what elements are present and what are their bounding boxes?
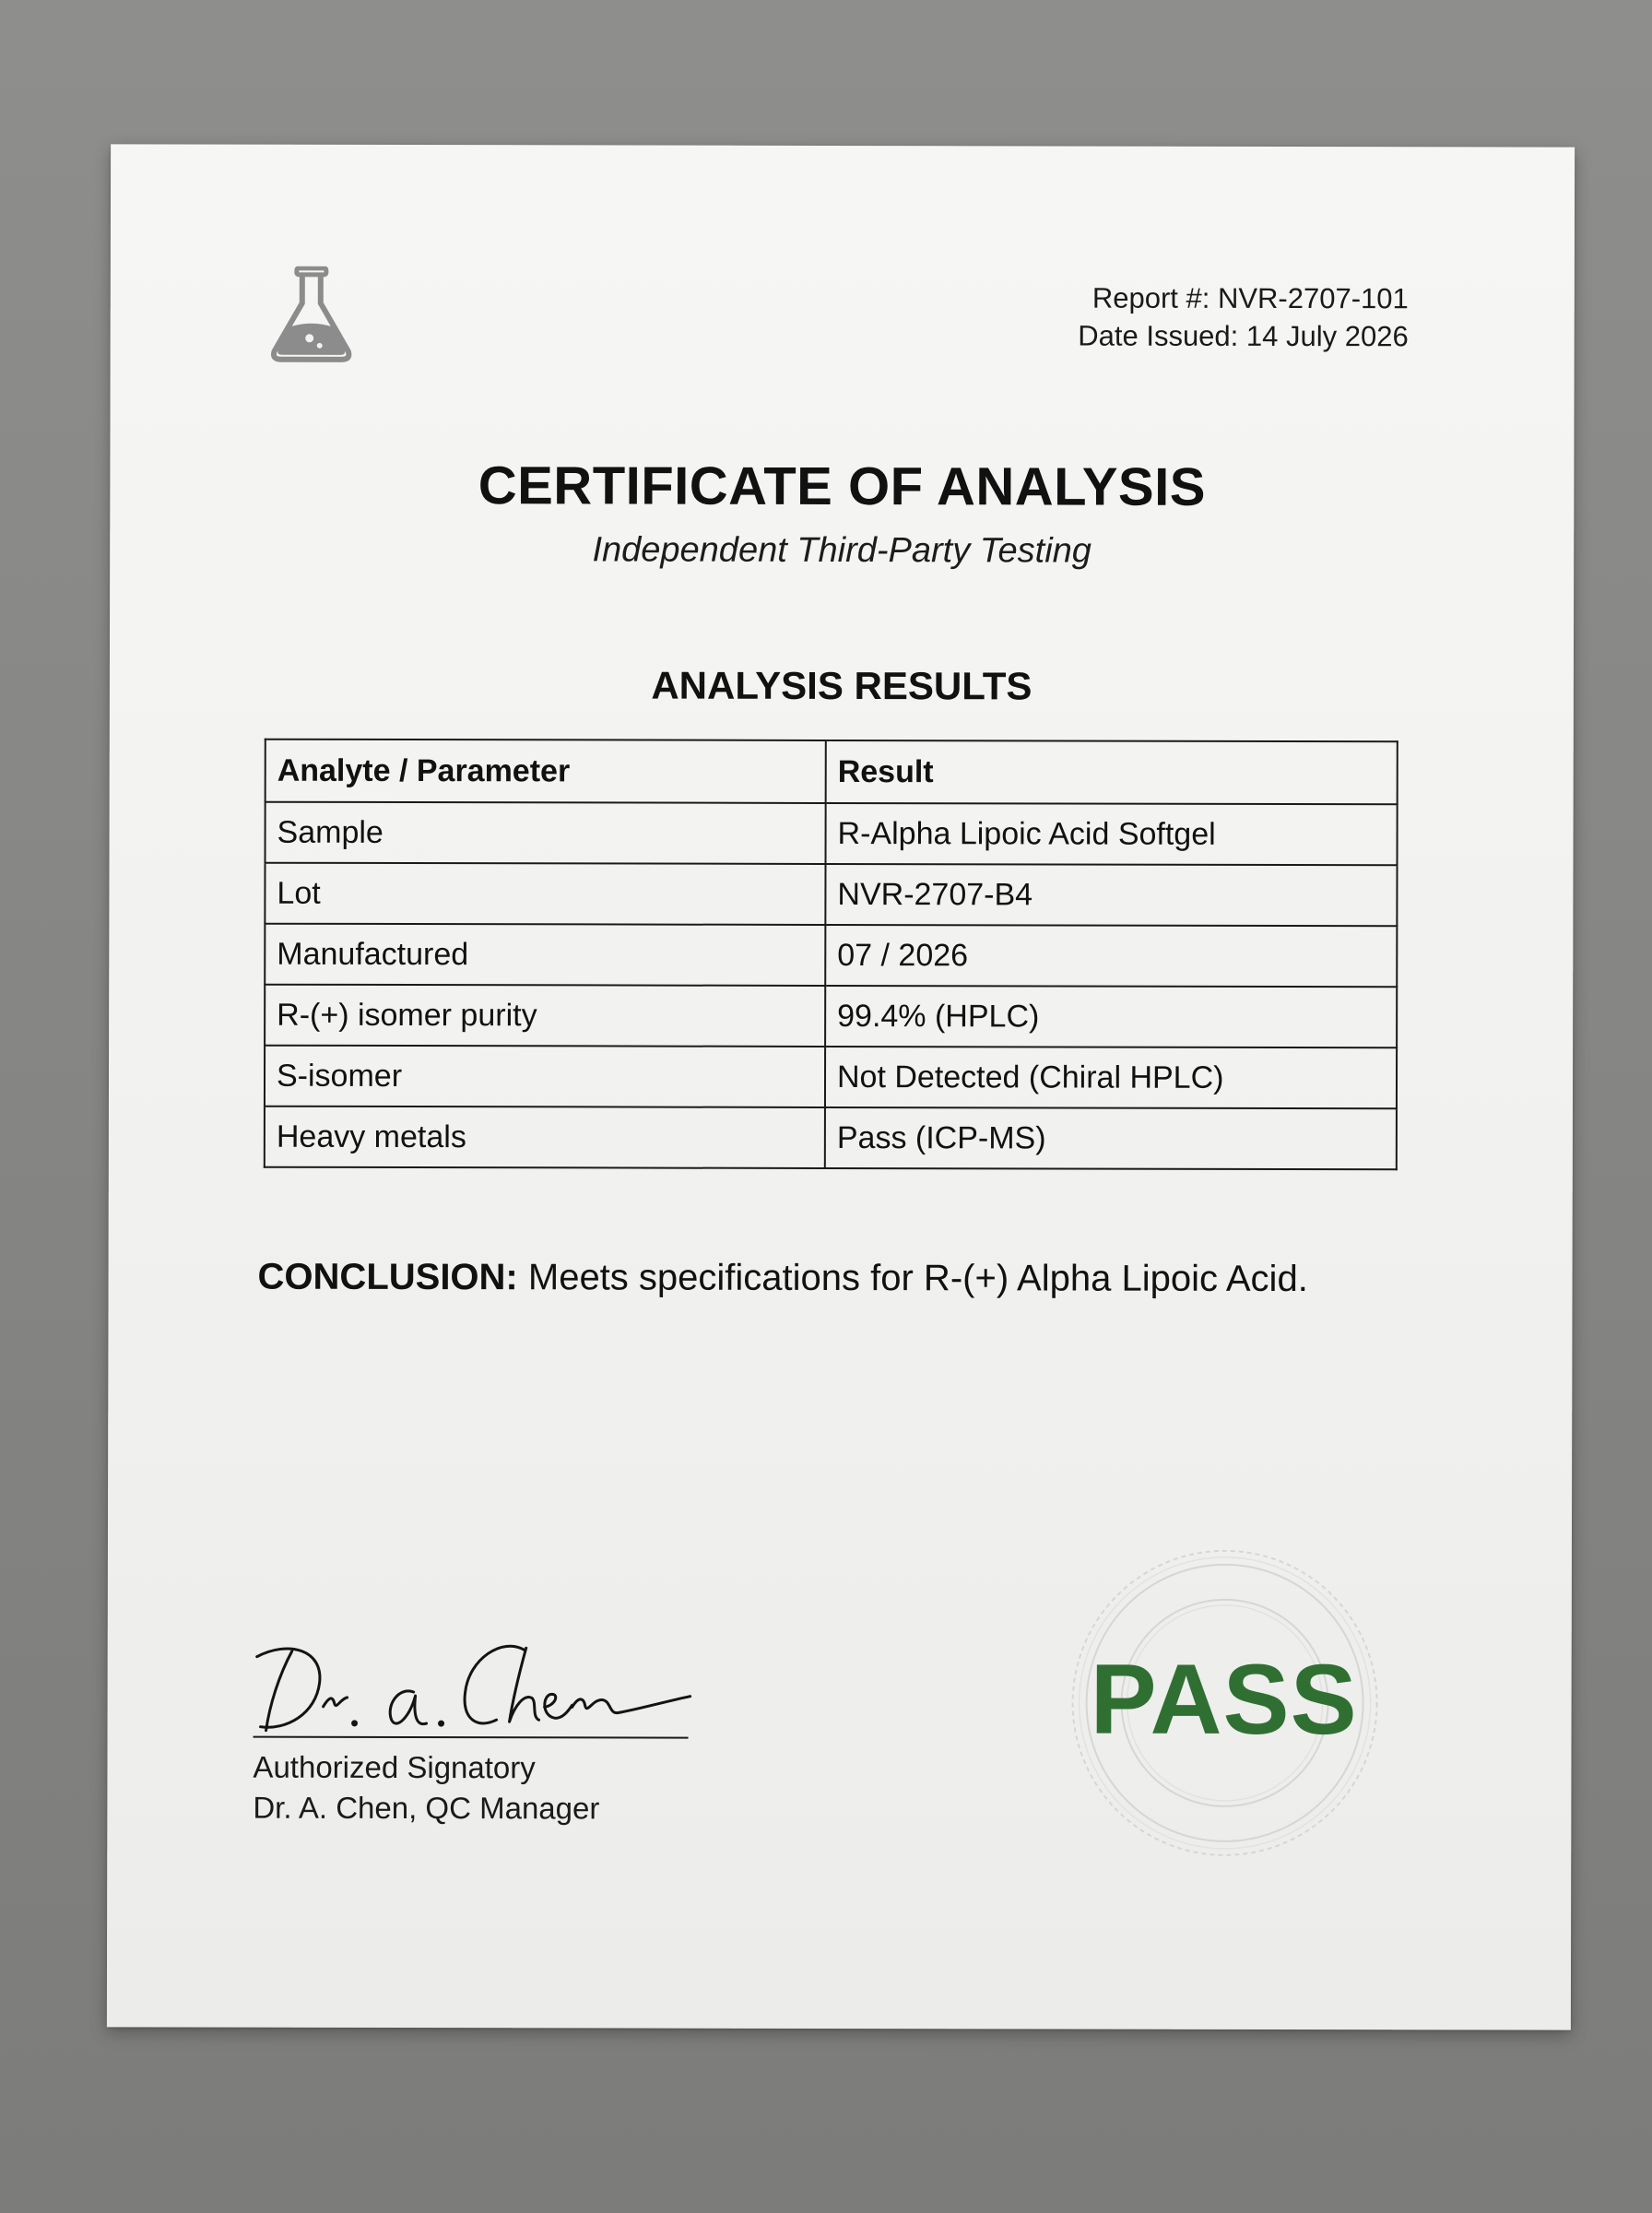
date-issued: Date Issued: 14 July 2026	[1078, 319, 1409, 353]
cell-parameter: Lot	[265, 863, 825, 925]
cell-parameter: Manufactured	[265, 924, 825, 986]
report-meta	[1078, 279, 1409, 356]
table-row	[266, 802, 1398, 866]
cell-result: Pass (ICP-MS)	[825, 1107, 1397, 1169]
conclusion	[258, 1257, 1308, 1300]
table-header-row	[266, 740, 1398, 805]
cell-parameter: S-isomer	[265, 1046, 825, 1107]
table-row	[265, 985, 1397, 1048]
table-row	[265, 924, 1397, 988]
report-number: Report #: NVR-2707-101	[1092, 281, 1409, 315]
table-row	[265, 863, 1397, 927]
cell-result: 07 / 2026	[825, 925, 1397, 987]
document-title: CERTIFICATE OF ANALYSIS	[478, 456, 1207, 517]
table-header-parameter: Analyte / Parameter	[266, 740, 826, 803]
cell-parameter: R-(+) isomer purity	[265, 985, 825, 1047]
cell-parameter: Heavy metals	[265, 1106, 825, 1168]
pass-stamp: PASS	[1090, 1642, 1358, 1756]
cell-result: R-Alpha Lipoic Acid Softgel	[826, 803, 1398, 865]
results-table	[264, 739, 1398, 1171]
signatory-role: Authorized Signatory	[253, 1749, 536, 1785]
signatory-name: Dr. A. Chen, QC Manager	[253, 1790, 600, 1826]
certificate-sheet	[107, 144, 1575, 2030]
conclusion-label: CONCLUSION:	[257, 1256, 518, 1298]
table-header-result: Result	[826, 740, 1398, 804]
cell-result: NVR-2707-B4	[825, 864, 1397, 926]
table-row	[265, 1046, 1397, 1109]
table-row	[265, 1106, 1397, 1170]
cell-result: Not Detected (Chiral HPLC)	[825, 1047, 1397, 1108]
flask-icon	[269, 266, 354, 364]
signatory-block	[253, 1747, 599, 1829]
handwritten-signature	[252, 1631, 694, 1746]
cell-parameter: Sample	[266, 802, 826, 864]
conclusion-text: Meets specifications for R-(+) Alpha Lipoic Acid.	[517, 1257, 1308, 1300]
section-title-results: ANALYSIS RESULTS	[651, 663, 1032, 708]
document-subtitle: Independent Third-Party Testing	[592, 530, 1092, 571]
cell-result: 99.4% (HPLC)	[825, 986, 1397, 1047]
